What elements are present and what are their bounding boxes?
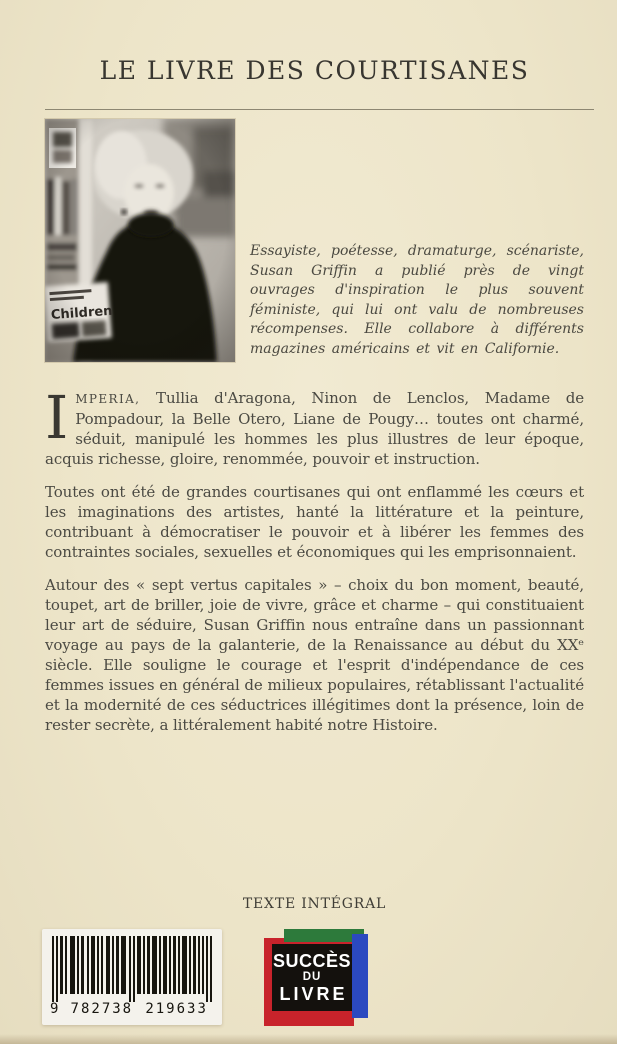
cover-content (45, 0, 584, 912)
title-rule (45, 109, 594, 110)
author-photo-illustration (45, 119, 235, 362)
publisher-name-line3: LIVRE (279, 983, 348, 1004)
logo-blue-bar (352, 934, 368, 1018)
barcode-digits (50, 1001, 214, 1017)
publisher-logo (262, 929, 370, 1026)
synopsis-paragraph-1 (45, 383, 584, 469)
book-title: LE LIVRE DES COURTISANES (99, 56, 530, 85)
smallcaps-word: MPERIA, (75, 392, 141, 406)
barcode-lead-digit: 9 (50, 1001, 59, 1017)
barcode (42, 929, 222, 1025)
barcode-group-2: 219633 (145, 1001, 208, 1017)
author-bio: Essayiste, poétesse, dramaturge, scénariste, Susan Griffin a publié près de vingt ouvrages d'inspiration le plus souvent féministe, qui lui ont valu de nombreuses récompenses. Elle collabore à différents magazines américains et vit en Californie. (250, 243, 584, 357)
author-section (45, 119, 584, 362)
dropcap-letter: I (45, 383, 69, 452)
barcode-group-1: 782738 (70, 1001, 134, 1017)
publisher-name-line1: SUCCÈS (272, 950, 351, 971)
publisher-name-line2: DU (302, 970, 322, 983)
logo-black-box (272, 944, 352, 1011)
author-photo (45, 119, 235, 362)
synopsis-paragraph-2: Toutes ont été de grandes courtisanes qui ont enflammé les cœurs et les imaginations des artistes, hanté la littérature et la peinture, contribuant à démocratiser le pouvoir et à libérer les femmes des contraintes sociales, sexuelles et économiques qui les emprisonnaient. (45, 483, 584, 561)
barcode-bars (50, 936, 214, 1002)
synopsis-paragraph-3: Autour des « sept vertus capitales » – choix du bon moment, beauté, toupet, art de briller, joie de vivre, grâce et charme – qui constituaient leur art de séduire, Susan Griffin nous entraîne dans un passionnant voyage au pays de la galanterie, de la Renaissance au début du XXᵉ siècle. Elle souligne le courage et l'esprit d'indépendance de ces femmes issues en général de milieux populaires, rétablissant l'actualité et la modernité de ces séductrices illégitimes dont la présence, loin de rester secrète, a littéralement habité notre Histoire. (45, 576, 584, 734)
paragraph-text: Tullia d'Aragona, Ninon de Lenclos, Madame de Pompadour, la Belle Otero, Liane de Pougy… toutes ont charmé, séduit, manipulé les hommes les plus illustres de leur époque, acquis richesse, gloire, renommée, pouvoir et instruction. (45, 389, 584, 468)
bottom-row (42, 929, 584, 1026)
edition-note: TEXTE INTÉGRAL (242, 896, 387, 912)
